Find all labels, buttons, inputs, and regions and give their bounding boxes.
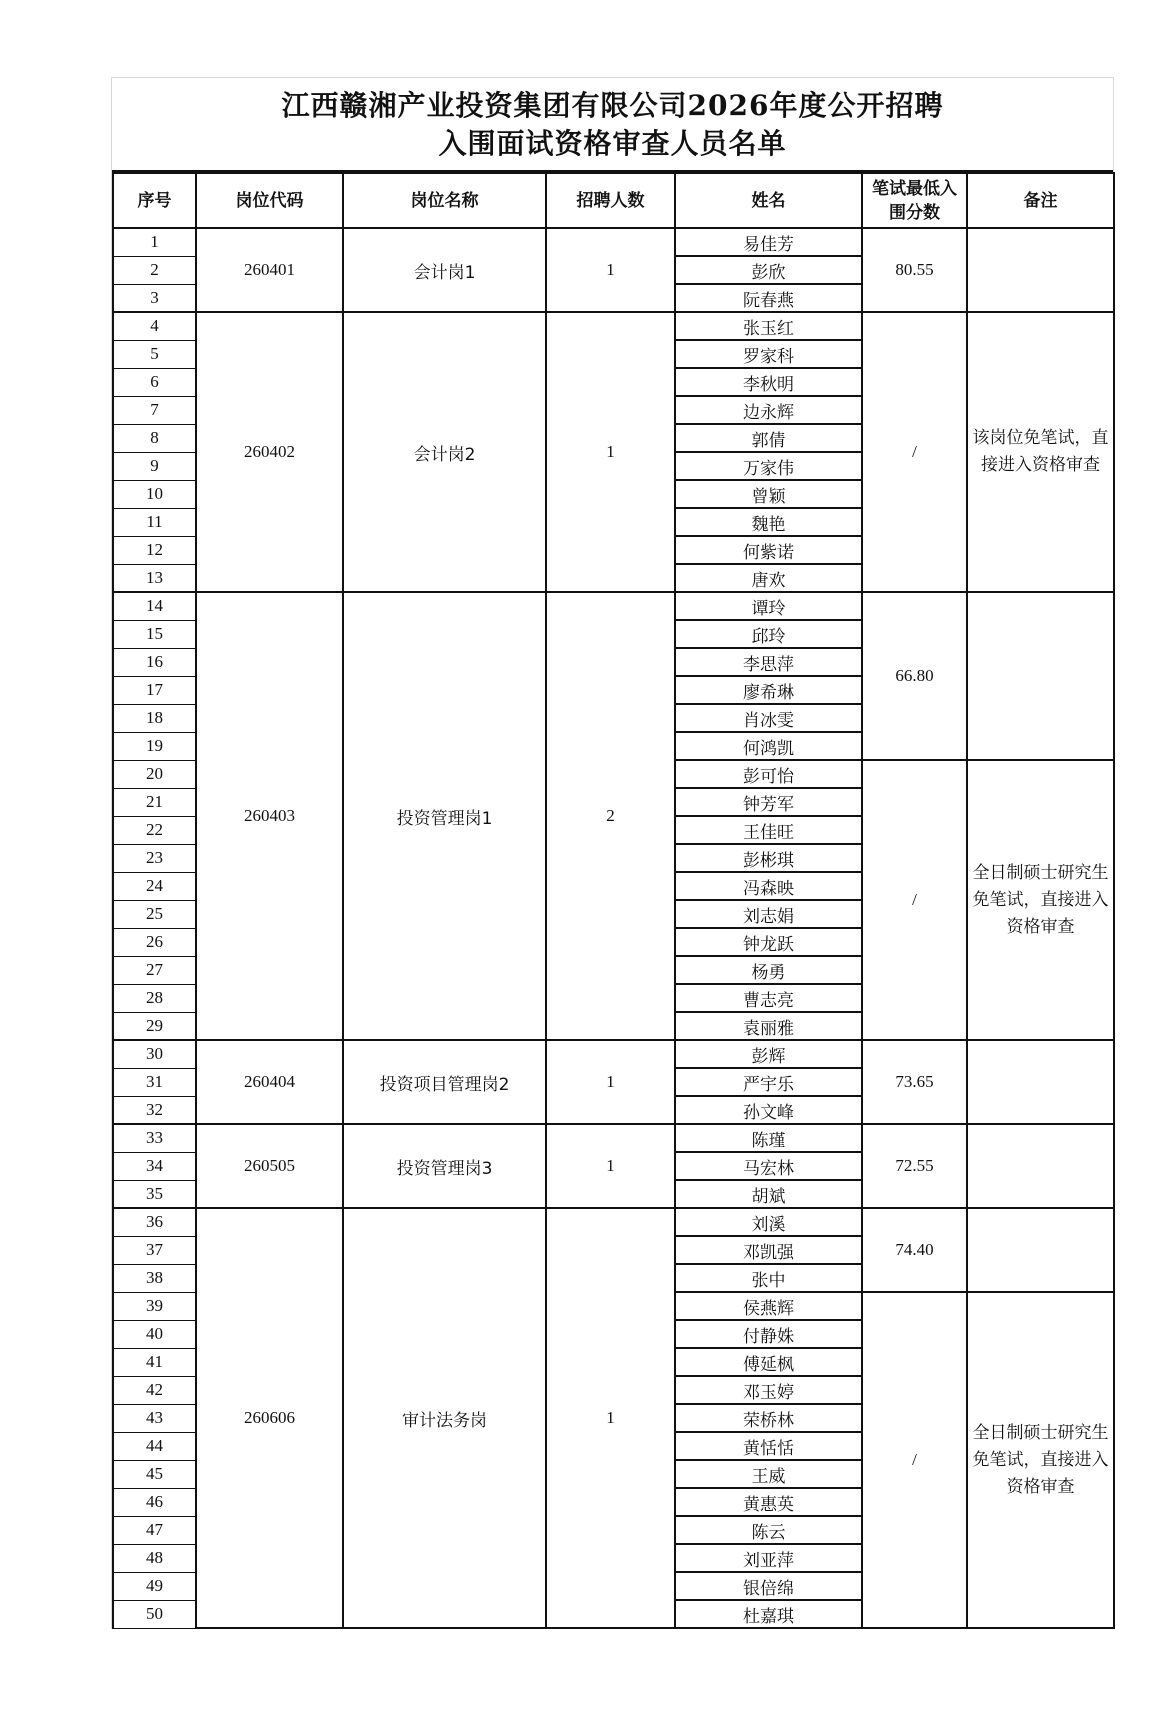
header-score-line-2: 围分数 (889, 202, 940, 223)
note-cell: 该岗位免笔试，直接进入资格审查 (967, 312, 1114, 592)
candidate-name-cell: 刘亚萍 (675, 1544, 862, 1572)
hire-count-cell: 1 (546, 312, 675, 592)
seq-cell: 5 (113, 340, 196, 368)
candidate-name-cell: 阮春燕 (675, 284, 862, 312)
candidate-name-cell: 陈瑾 (675, 1124, 862, 1152)
seq-cell: 9 (113, 452, 196, 480)
seq-cell: 18 (113, 704, 196, 732)
candidate-name-cell: 曹志亮 (675, 984, 862, 1012)
header-code: 岗位代码 (196, 173, 343, 228)
table-row (113, 228, 1114, 256)
note-cell (967, 1208, 1114, 1292)
note-cell (967, 228, 1114, 312)
seq-cell: 24 (113, 872, 196, 900)
note-cell (967, 1124, 1114, 1208)
seq-cell: 36 (113, 1208, 196, 1236)
candidate-table (112, 172, 1115, 1629)
table-row (113, 1040, 1114, 1068)
table-row (113, 1124, 1114, 1152)
seq-cell: 31 (113, 1068, 196, 1096)
hire-count-cell: 1 (546, 1040, 675, 1124)
seq-cell: 19 (113, 732, 196, 760)
min-score-cell: 80.55 (862, 228, 967, 312)
seq-cell: 39 (113, 1292, 196, 1320)
candidate-name-cell: 钟芳军 (675, 788, 862, 816)
seq-cell: 47 (113, 1516, 196, 1544)
candidate-name-cell: 荣桥林 (675, 1404, 862, 1432)
seq-cell: 42 (113, 1376, 196, 1404)
hire-count-cell: 2 (546, 592, 675, 1040)
candidate-name-cell: 邱玲 (675, 620, 862, 648)
header-note: 备注 (967, 173, 1114, 228)
position-name-cell: 审计法务岗 (343, 1208, 546, 1628)
seq-cell: 33 (113, 1124, 196, 1152)
seq-cell: 49 (113, 1572, 196, 1600)
candidate-name-cell: 刘溪 (675, 1208, 862, 1236)
candidate-name-cell: 廖希琳 (675, 676, 862, 704)
candidate-name-cell: 罗家科 (675, 340, 862, 368)
candidate-name-cell: 张中 (675, 1264, 862, 1292)
header-row (113, 173, 1114, 228)
seq-cell: 48 (113, 1544, 196, 1572)
seq-cell: 15 (113, 620, 196, 648)
seq-cell: 25 (113, 900, 196, 928)
position-code-cell: 260403 (196, 592, 343, 1040)
position-name-cell: 投资管理岗3 (343, 1124, 546, 1208)
header-score (862, 173, 967, 228)
seq-cell: 38 (113, 1264, 196, 1292)
seq-cell: 13 (113, 564, 196, 592)
title-line-1: 江西赣湘产业投资集团有限公司2026年度公开招聘 (281, 89, 944, 122)
hire-count-cell: 1 (546, 228, 675, 312)
seq-cell: 14 (113, 592, 196, 620)
candidate-name-cell: 张玉红 (675, 312, 862, 340)
seq-cell: 21 (113, 788, 196, 816)
candidate-name-cell: 杜嘉琪 (675, 1600, 862, 1628)
candidate-name-cell: 肖冰雯 (675, 704, 862, 732)
hire-count-cell: 1 (546, 1208, 675, 1628)
candidate-name-cell: 易佳芳 (675, 228, 862, 256)
seq-cell: 34 (113, 1152, 196, 1180)
min-score-cell: / (862, 760, 967, 1040)
candidate-name-cell: 邓凯强 (675, 1236, 862, 1264)
note-cell: 全日制硕士研究生免笔试，直接进入资格审查 (967, 1292, 1114, 1628)
candidate-name-cell: 李秋明 (675, 368, 862, 396)
candidate-name-cell: 万家伟 (675, 452, 862, 480)
position-name-cell: 会计岗2 (343, 312, 546, 592)
position-code-cell: 260404 (196, 1040, 343, 1124)
seq-cell: 10 (113, 480, 196, 508)
seq-cell: 44 (113, 1432, 196, 1460)
seq-cell: 37 (113, 1236, 196, 1264)
candidate-name-cell: 银倍绵 (675, 1572, 862, 1600)
candidate-name-cell: 曾颖 (675, 480, 862, 508)
min-score-cell: 73.65 (862, 1040, 967, 1124)
candidate-name-cell: 谭玲 (675, 592, 862, 620)
candidate-name-cell: 何紫诺 (675, 536, 862, 564)
document-page (111, 77, 1114, 1629)
candidate-name-cell: 袁丽雅 (675, 1012, 862, 1040)
candidate-name-cell: 何鸿凯 (675, 732, 862, 760)
seq-cell: 20 (113, 760, 196, 788)
position-code-cell: 260401 (196, 228, 343, 312)
candidate-name-cell: 马宏林 (675, 1152, 862, 1180)
header-post: 岗位名称 (343, 173, 546, 228)
candidate-name-cell: 邓玉婷 (675, 1376, 862, 1404)
seq-cell: 30 (113, 1040, 196, 1068)
seq-cell: 46 (113, 1488, 196, 1516)
position-code-cell: 260505 (196, 1124, 343, 1208)
candidate-name-cell: 陈云 (675, 1516, 862, 1544)
header-count: 招聘人数 (546, 173, 675, 228)
seq-cell: 32 (113, 1096, 196, 1124)
seq-cell: 17 (113, 676, 196, 704)
document-title (112, 78, 1113, 172)
candidate-name-cell: 唐欢 (675, 564, 862, 592)
table-row (113, 312, 1114, 340)
candidate-name-cell: 刘志娟 (675, 900, 862, 928)
note-cell (967, 1040, 1114, 1124)
candidate-name-cell: 王佳旺 (675, 816, 862, 844)
seq-cell: 27 (113, 956, 196, 984)
min-score-cell: 72.55 (862, 1124, 967, 1208)
candidate-name-cell: 边永辉 (675, 396, 862, 424)
candidate-name-cell: 黄惠英 (675, 1488, 862, 1516)
candidate-name-cell: 付静姝 (675, 1320, 862, 1348)
seq-cell: 6 (113, 368, 196, 396)
seq-cell: 28 (113, 984, 196, 1012)
candidate-name-cell: 冯森映 (675, 872, 862, 900)
candidate-name-cell: 彭可怡 (675, 760, 862, 788)
candidate-name-cell: 李思萍 (675, 648, 862, 676)
candidate-name-cell: 钟龙跃 (675, 928, 862, 956)
candidate-name-cell: 彭欣 (675, 256, 862, 284)
title-line-2: 入围面试资格审查人员名单 (438, 127, 787, 160)
candidate-name-cell: 侯燕辉 (675, 1292, 862, 1320)
seq-cell: 11 (113, 508, 196, 536)
seq-cell: 50 (113, 1600, 196, 1628)
candidate-name-cell: 严宇乐 (675, 1068, 862, 1096)
seq-cell: 43 (113, 1404, 196, 1432)
candidate-name-cell: 黄恬恬 (675, 1432, 862, 1460)
header-seq: 序号 (113, 173, 196, 228)
seq-cell: 45 (113, 1460, 196, 1488)
table-body (113, 228, 1114, 1628)
table-row (113, 592, 1114, 620)
position-code-cell: 260606 (196, 1208, 343, 1628)
position-name-cell: 投资项目管理岗2 (343, 1040, 546, 1124)
candidate-name-cell: 杨勇 (675, 956, 862, 984)
seq-cell: 35 (113, 1180, 196, 1208)
seq-cell: 7 (113, 396, 196, 424)
candidate-name-cell: 魏艳 (675, 508, 862, 536)
hire-count-cell: 1 (546, 1124, 675, 1208)
header-name: 姓名 (675, 173, 862, 228)
candidate-name-cell: 王威 (675, 1460, 862, 1488)
candidate-name-cell: 傅延枫 (675, 1348, 862, 1376)
seq-cell: 3 (113, 284, 196, 312)
seq-cell: 22 (113, 816, 196, 844)
seq-cell: 29 (113, 1012, 196, 1040)
seq-cell: 4 (113, 312, 196, 340)
candidate-name-cell: 郭倩 (675, 424, 862, 452)
seq-cell: 41 (113, 1348, 196, 1376)
note-cell (967, 592, 1114, 760)
position-name-cell: 会计岗1 (343, 228, 546, 312)
candidate-name-cell: 孙文峰 (675, 1096, 862, 1124)
seq-cell: 16 (113, 648, 196, 676)
min-score-cell: / (862, 312, 967, 592)
position-code-cell: 260402 (196, 312, 343, 592)
seq-cell: 1 (113, 228, 196, 256)
header-score-line-1: 笔试最低入 (872, 178, 957, 199)
seq-cell: 12 (113, 536, 196, 564)
min-score-cell: / (862, 1292, 967, 1628)
candidate-name-cell: 彭彬琪 (675, 844, 862, 872)
position-name-cell: 投资管理岗1 (343, 592, 546, 1040)
candidate-name-cell: 彭辉 (675, 1040, 862, 1068)
seq-cell: 2 (113, 256, 196, 284)
candidate-name-cell: 胡斌 (675, 1180, 862, 1208)
seq-cell: 40 (113, 1320, 196, 1348)
seq-cell: 8 (113, 424, 196, 452)
min-score-cell: 74.40 (862, 1208, 967, 1292)
seq-cell: 23 (113, 844, 196, 872)
note-cell: 全日制硕士研究生免笔试，直接进入资格审查 (967, 760, 1114, 1040)
min-score-cell: 66.80 (862, 592, 967, 760)
seq-cell: 26 (113, 928, 196, 956)
table-row (113, 1208, 1114, 1236)
